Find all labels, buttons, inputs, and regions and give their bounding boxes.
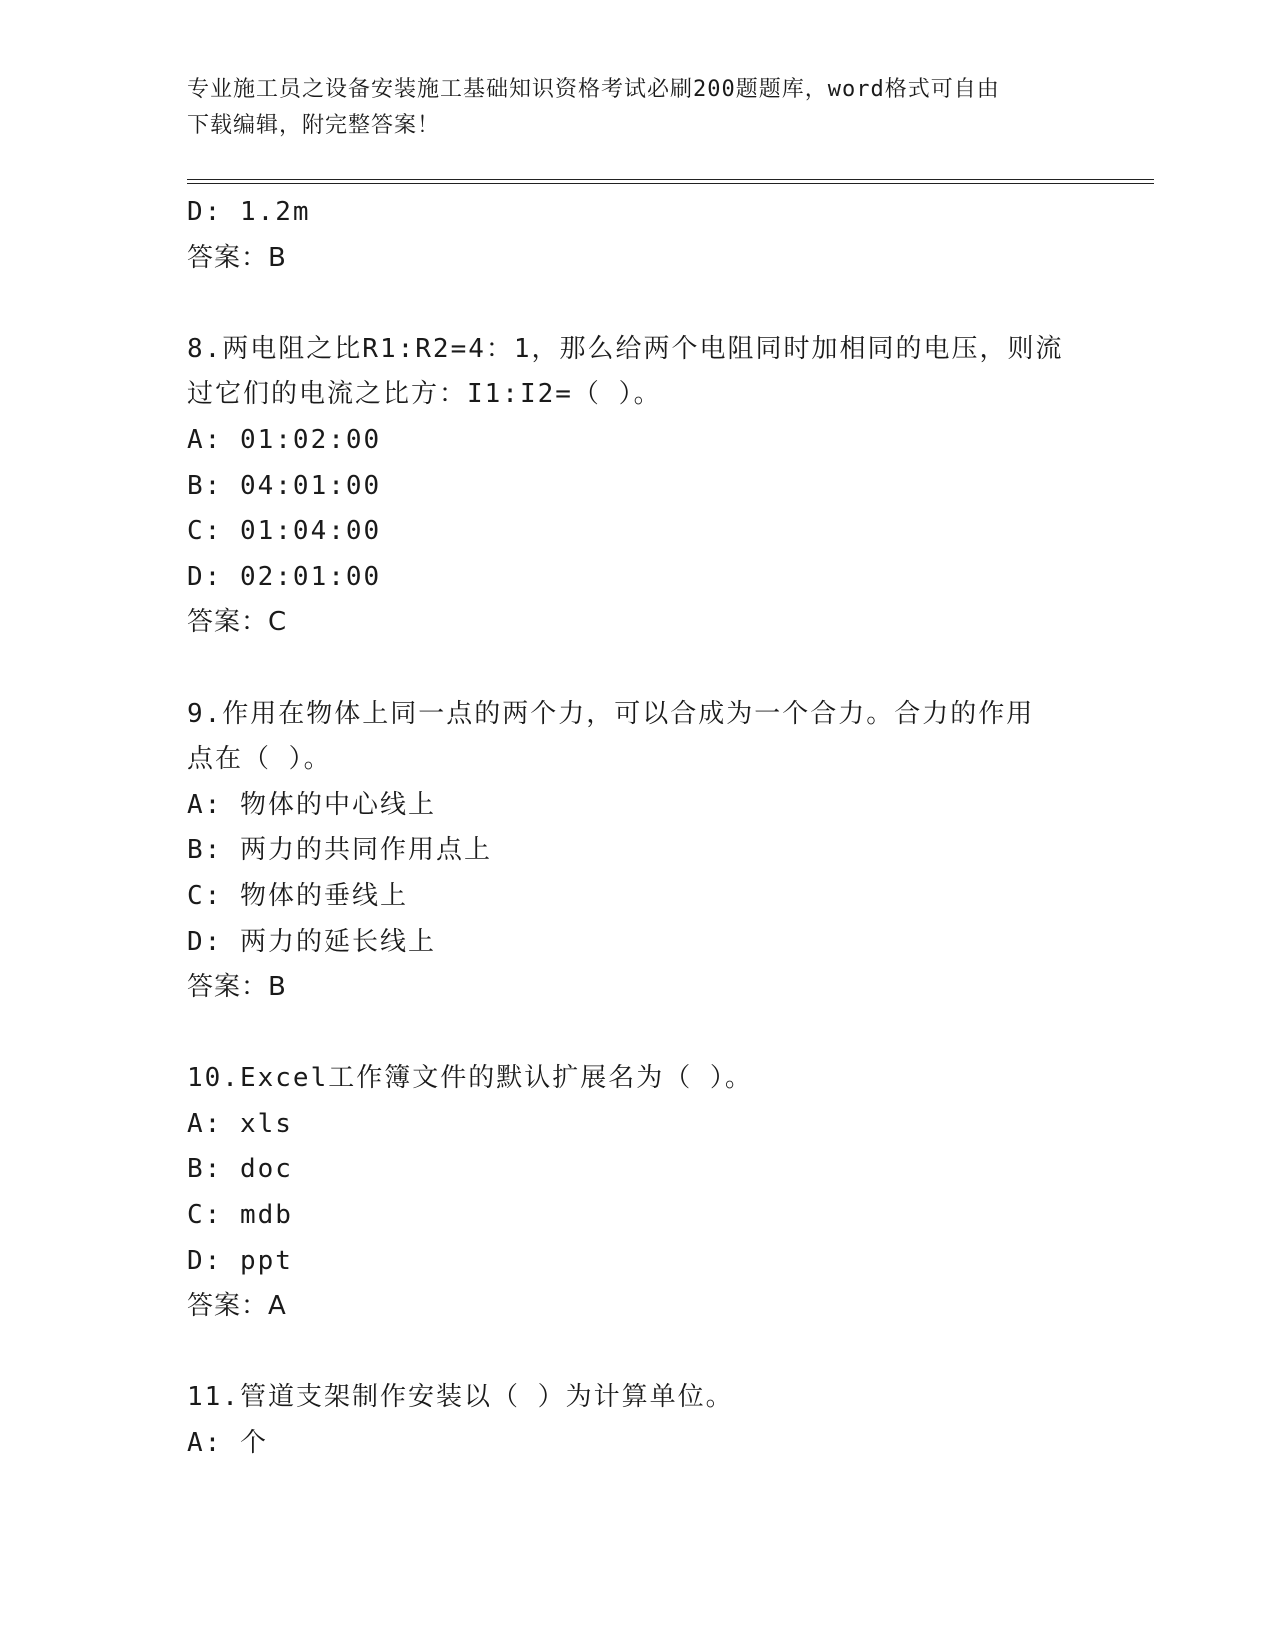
option-c: C: mdb	[187, 1200, 293, 1231]
option-b: B: 04:01:00	[187, 470, 382, 501]
option-b: B: 两力的共同作用点上	[187, 835, 492, 866]
answer: 答案：B	[187, 242, 287, 273]
question-11	[187, 1375, 1087, 1466]
option-a: A: 物体的中心线上	[187, 789, 436, 820]
header-divider-top	[187, 179, 1154, 180]
question-9	[187, 692, 1087, 1011]
header-title-line1: 专业施工员之设备安装施工基础知识资格考试必刷200题题库，word格式可自由	[187, 77, 1000, 102]
header-divider-bottom	[187, 183, 1154, 184]
option-d: D: 02:01:00	[187, 561, 382, 592]
answer: 答案：A	[187, 1291, 287, 1322]
question-7	[187, 190, 1087, 281]
option-a: A: 01:02:00	[187, 424, 382, 455]
answer: 答案：B	[187, 972, 287, 1003]
question-8	[187, 327, 1087, 646]
option-d: D: 1.2m	[187, 197, 311, 227]
question-10	[187, 1056, 1087, 1330]
answer: 答案：C	[187, 607, 288, 638]
option-d: D: 两力的延长线上	[187, 926, 436, 957]
option-a: A: xls	[187, 1108, 293, 1139]
option-b: B: doc	[187, 1154, 293, 1185]
question-stem: 9.作用在物体上同一点的两个力，可以合成为一个合力。合力的作用	[187, 698, 1035, 729]
question-stem: 11.管道支架制作安装以（ ）为计算单位。	[187, 1382, 734, 1413]
question-stem: 10.Excel工作簿文件的默认扩展名为（ ）。	[187, 1063, 753, 1094]
question-stem: 8.两电阻之比R1:R2=4：1，那么给两个电阻同时加相同的电压，则流	[187, 333, 1064, 364]
document-header	[187, 72, 1067, 144]
question-gap	[187, 1330, 1087, 1376]
question-stem: 点在（ ）。	[187, 744, 332, 775]
option-c: C: 物体的垂线上	[187, 880, 408, 911]
option-c: C: 01:04:00	[187, 516, 382, 547]
question-gap	[187, 281, 1087, 327]
option-d: D: ppt	[187, 1245, 293, 1276]
question-stem: 过它们的电流之比方：I1:I2=（ ）。	[187, 379, 662, 410]
option-a: A: 个	[187, 1428, 268, 1459]
question-gap	[187, 646, 1087, 692]
header-title-line2: 下载编辑，附完整答案！	[187, 113, 441, 138]
question-gap	[187, 1011, 1087, 1057]
question-list	[187, 190, 1087, 1467]
